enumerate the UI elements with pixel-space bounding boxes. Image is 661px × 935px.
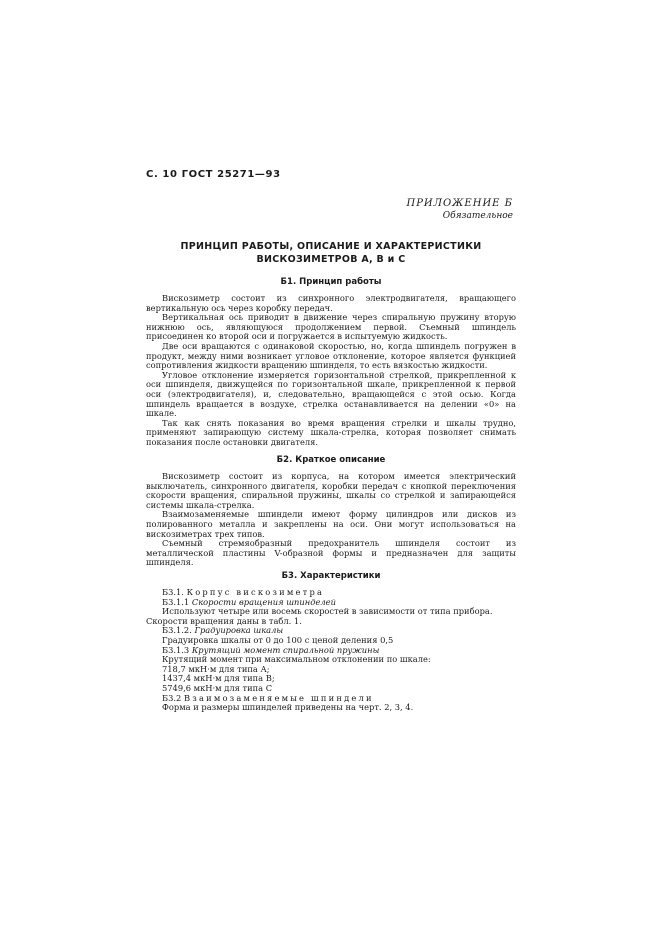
section-b3 (146, 571, 516, 713)
section-b2-heading: Б2. Краткое описание (276, 455, 386, 465)
paragraph: Съемный стремяобразный предохранитель шпинделя состоит из металлической пластины V-образной формы и предназначен для защиты шпинделя. (146, 538, 516, 568)
section-b2 (146, 455, 516, 568)
torque-value: 5749,6 мкН·м для типа С (162, 682, 273, 693)
subsection-title: Градуировка шкалы (194, 625, 284, 636)
paragraph: Вискозиметр состоит из синхронного электродвигателя, вращающего вертикальную ось через коробку передач. (146, 293, 516, 313)
appendix-title-line-2: ВИСКОЗИМЕТРОВ А, В и С (256, 254, 406, 265)
torque-value: 718,7 мкН·м для типа А; (162, 663, 270, 674)
paragraph: Две оси вращаются с одинаковой скоростью, но, когда шпиндель погружен в продукт, между ними возникает угловое отклонение, которое является функцией сопротивления жидкости вращению шпинделя, то есть вязкостью жидкости. (146, 340, 516, 371)
text-line: Используют четыре или восемь скоростей в зависимости от типа прибора. (162, 606, 493, 617)
torque-value: 1437,4 мкН·м для типа В; (162, 673, 275, 684)
subsection-number: Б3.2 (162, 692, 182, 703)
subsection-title: Крутящий момент спиральной пружины (191, 644, 380, 655)
subsection-number: Б3.1.2. (162, 625, 192, 636)
subsection-number: Б3.1.1 (162, 596, 190, 607)
paragraph: Вертикальная ось приводит в движение через спиральную пружину вторую нижнюю ось, являющуюся продолжением первой. Съемный шпиндель присоединен ко второй оси и погружается в испытуемую жидкость. (146, 312, 516, 342)
appendix-label-block (406, 198, 513, 221)
section-b1 (146, 277, 516, 448)
paragraph: Так как снять показания во время вращения стрелки и шкалы трудно, применяют запирающую систему шкала-стрелка, которая позволяет снимать показания после остановки двигателя. (146, 417, 516, 447)
subsection-number: Б3.1.3 (162, 644, 190, 655)
running-head: С. 10 ГОСТ 25271—93 (146, 169, 281, 180)
subsection-title: Взаимозаменяемые шпиндели (183, 692, 374, 703)
text-line: Форма и размеры шпинделей приведены на черт. 2, 3, 4. (162, 702, 414, 713)
subsection-title: Корпус вискозиметра (186, 587, 325, 597)
appendix-label: ПРИЛОЖЕНИЕ Б (406, 198, 513, 209)
section-b3-heading: Б3. Характеристики (281, 571, 381, 581)
subsection-title: Скорости вращения шпинделей (191, 596, 336, 607)
subsection-number: Б3.1. (162, 587, 184, 597)
paragraph: Вискозиметр состоит из корпуса, на котором имеется электрический выключатель, синхронного двигателя, коробки передач с кнопкой переключения скорости вращения, спиральной пружины, шкалы со стрелкой и запирающейся системы шкала-стрелка. (146, 471, 516, 510)
appendix-status: Обязательное (442, 211, 513, 221)
section-b1-heading: Б1. Принцип работы (280, 277, 382, 287)
appendix-title-line-1: ПРИНЦИП РАБОТЫ, ОПИСАНИЕ И ХАРАКТЕРИСТИКИ (180, 241, 482, 252)
appendix-title (146, 240, 516, 266)
text-line: Градуировка шкалы от 0 до 100 с ценой деления 0,5 (162, 634, 394, 645)
paragraph: Угловое отклонение измеряется горизонтальной стрелкой, прикрепленной к оси шпинделя, движущейся по горизонтальной шкале, прикрепленной к первой оси (электродвигателя), и, следовательно, вращающейся с этой осью. Когда шпиндель вращается в воздухе, стрелка останавливается на делении «0» на шкале. (146, 369, 516, 419)
text-line: Скорости вращения даны в табл. 1. (146, 615, 302, 626)
paragraph: Взаимозаменяемые шпиндели имеют форму цилиндров или дисков из полированного металла и закреплены на оси. Они могут использоваться на вискозиметрах трех типов. (146, 509, 516, 539)
text-line: Крутящий момент при максимальном отклонении по шкале: (162, 654, 431, 665)
